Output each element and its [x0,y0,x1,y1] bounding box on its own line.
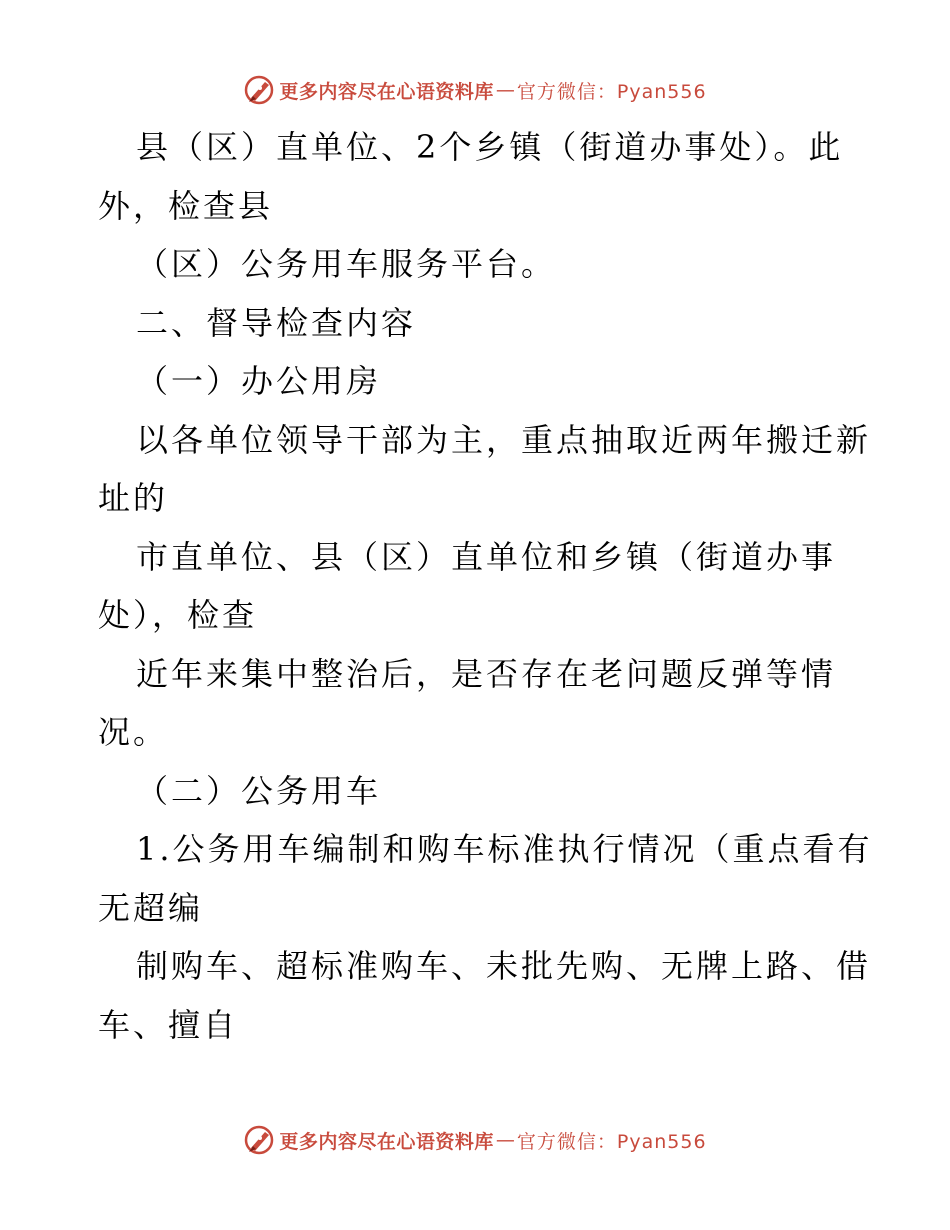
section-heading: 二、督导检查内容 [136,303,417,342]
text-line: 以各单位领导干部为主，重点抽取近两年搬迁新 [136,420,872,459]
text-line: 1.公务用车编制和购车标准执行情况（重点看有 [136,830,873,868]
watermark-main-text: 更多内容尽在心语资料库 [279,1130,494,1153]
watermark-wechat-text: 官方微信：Pyan556 [516,1130,707,1153]
text-line: 县（区）直单位、2个乡镇（街道办事处）。此 [136,128,844,166]
text-line: 无超编 [98,888,204,927]
text-line: 市直单位、县（区）直单位和乡镇（街道办事 [136,537,837,576]
watermark-wechat-text: 官方微信：Pyan556 [516,80,707,103]
subsection-heading: （一）办公用房 [136,362,382,400]
text-line: 车、擅自 [98,1005,239,1044]
text-line: 址的 [98,479,169,517]
text-line: 制购车、超标准购车、未批先购、无牌上路、借 [136,947,872,985]
document-body [98,118,873,1054]
text-line: 处），检查 [98,596,258,634]
footer-watermark [0,1120,950,1160]
text-line: （区）公务用车服务平台。 [136,245,557,283]
pen-logo-icon [243,1124,275,1156]
text-line: 外，检查县 [98,186,274,225]
subsection-heading: （二）公务用车 [136,771,382,810]
text-line: 况。 [98,713,169,751]
watermark-main-text: 更多内容尽在心语资料库 [279,80,494,103]
watermark-dash: — [495,1129,515,1151]
header-watermark [0,70,950,110]
pen-logo-icon [243,74,275,106]
text-line: 近年来集中整治后，是否存在老问题反弹等情 [136,654,837,693]
watermark-dash: — [495,79,515,101]
